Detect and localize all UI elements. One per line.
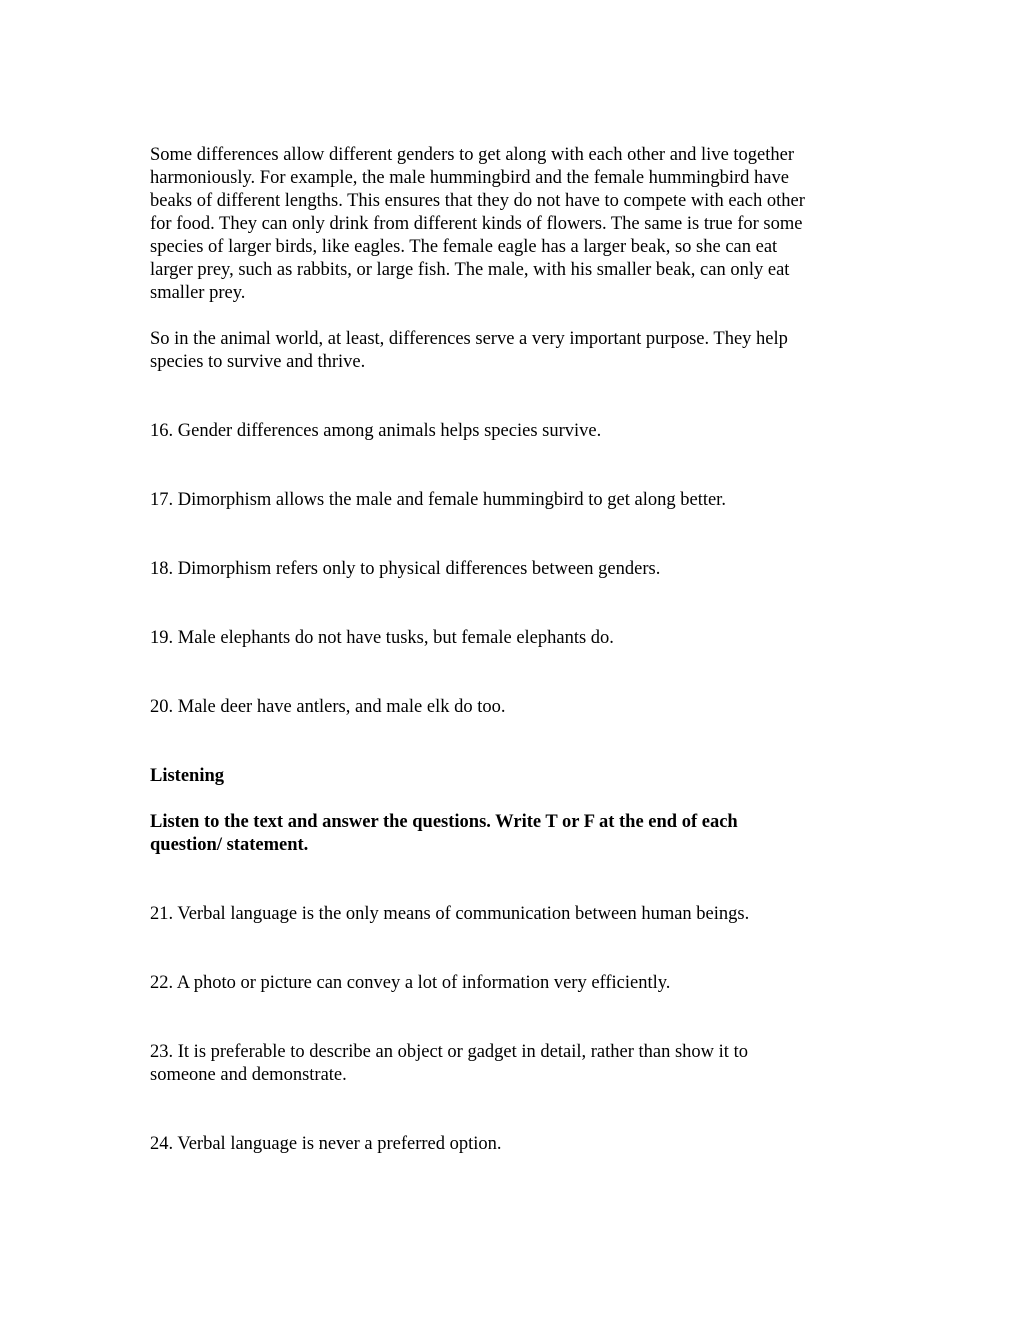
question-21 bbox=[150, 903, 880, 926]
question-17 bbox=[150, 489, 880, 512]
text-line: species of larger birds, like eagles. The female eagle has a larger beak, so she can eat bbox=[150, 237, 778, 257]
text-line: species to survive and thrive. bbox=[150, 352, 366, 372]
question-text: 17. Dimorphism allows the male and female hummingbird to get along better. bbox=[150, 490, 726, 510]
question-text: someone and demonstrate. bbox=[150, 1065, 347, 1085]
question-text: 18. Dimorphism refers only to physical differences between genders. bbox=[150, 559, 661, 579]
heading-text: Listening bbox=[150, 766, 225, 786]
question-text: 24. Verbal language is never a preferred option. bbox=[150, 1134, 502, 1154]
text-line: larger prey, such as rabbits, or large fish. The male, with his smaller beak, can only eat bbox=[150, 260, 790, 280]
question-19 bbox=[150, 627, 880, 650]
question-text: 21. Verbal language is the only means of communication between human beings. bbox=[150, 904, 750, 924]
text-line: for food. They can only drink from different kinds of flowers. The same is true for some bbox=[150, 214, 803, 234]
question-22 bbox=[150, 972, 880, 995]
reading-paragraph-1 bbox=[150, 144, 880, 305]
question-text: 19. Male elephants do not have tusks, but female elephants do. bbox=[150, 628, 614, 648]
question-20 bbox=[150, 696, 880, 719]
text-line: harmoniously. For example, the male hummingbird and the female hummingbird have bbox=[150, 168, 789, 188]
question-text: 20. Male deer have antlers, and male elk do too. bbox=[150, 697, 506, 717]
text-line: beaks of different lengths. This ensures that they do not have to compete with each other bbox=[150, 191, 805, 211]
text-line: Listen to the text and answer the questions. Write T or F at the end of each bbox=[150, 812, 738, 832]
listening-instruction bbox=[150, 811, 880, 857]
text-line: smaller prey. bbox=[150, 283, 246, 303]
question-23 bbox=[150, 1041, 880, 1087]
question-16 bbox=[150, 420, 880, 443]
text-line: Some differences allow different genders to get along with each other and live together bbox=[150, 145, 795, 165]
reading-paragraph-2 bbox=[150, 328, 880, 374]
text-line: So in the animal world, at least, differences serve a very important purpose. They help bbox=[150, 329, 788, 349]
text-line: question/ statement. bbox=[150, 835, 309, 855]
question-text: 23. It is preferable to describe an object or gadget in detail, rather than show it to bbox=[150, 1042, 748, 1062]
question-24 bbox=[150, 1133, 880, 1156]
question-text: 16. Gender differences among animals helps species survive. bbox=[150, 421, 602, 441]
section-heading-listening bbox=[150, 765, 880, 788]
question-18 bbox=[150, 558, 880, 581]
question-text: 22. A photo or picture can convey a lot of information very efficiently. bbox=[150, 973, 671, 993]
